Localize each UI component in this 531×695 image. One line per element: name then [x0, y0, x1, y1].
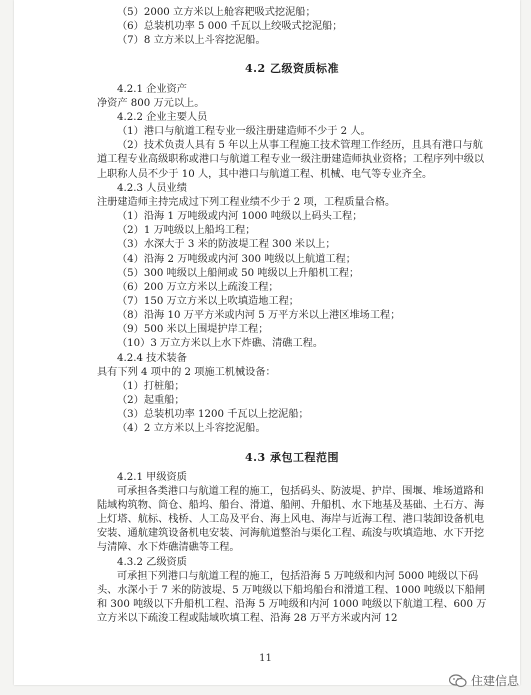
subsection-title: 4.2.2 企业主要人员 — [117, 111, 208, 123]
list-item: （1）港口与航道工程专业一级注册建造师不少于 2 人。 — [117, 126, 371, 138]
subsection-title: 4.2.3 人员业绩 — [117, 182, 187, 194]
list-item: （2）1 万吨级以上船坞工程； — [117, 225, 256, 237]
subsection-title: 4.2.1 企业资产 — [117, 83, 187, 95]
text-line: （6）总装机功率 5 000 千瓦以上绞吸式挖泥船； — [117, 21, 343, 33]
text-line: （7）8 立方米以上斗容挖泥船。 — [117, 35, 266, 47]
text-line: 具有下列 4 项中的 2 项施工机械设备： — [97, 366, 276, 378]
list-item: （5）300 吨级以上船闸或 50 吨级以上升船机工程； — [117, 267, 360, 279]
section-heading-4-2: 4.2 乙级资质标准 — [245, 62, 339, 76]
paragraph: 可承担各类港口与航道工程的施工，包括码头、防波堤、护岸、围堰、堆场道路和陆域构筑物、筒仓、船坞、船台、滑道、船闸、升船机、水下地基及基础、土石方、海上灯塔、航标、栈桥、人工岛及平台、海上风电、海岸与近海工程、港口装卸设备机电安装、通航建筑设备机电安装、河海航道整治与渠化工程、疏浚与吹填造地、水下开挖与清障、水下炸礁清礁等工程。 — [97, 485, 485, 554]
document-content — [97, 6, 487, 626]
watermark-text: 住建信息 — [470, 674, 519, 688]
list-item: （6）200 万立方米以上疏浚工程； — [117, 281, 279, 293]
paragraph: 可承担下列港口与航道工程的施工，包括沿海 5 万吨级和内河 5000 吨级以下码头、水深小于 7 米的防波堤、5 万吨级以下船坞船台和滑道工程、1000 吨级以下船闸和 300 吨级以下升船机工程、沿海 5 万吨级和内河 1000 吨级以下航道工程、600 万立方米以下疏浚工程或陆域吹填工程、沿海 28 万平方米或内河 12 — [97, 570, 487, 625]
list-item: （1）打桩船； — [117, 380, 185, 392]
subsection-title: 4.2.1 甲级资质 — [117, 471, 187, 483]
list-item: （3）总装机功率 1200 千瓦以上挖泥船； — [117, 409, 309, 421]
list-item: （4）2 立方米以上斗容挖泥船。 — [117, 423, 266, 435]
list-item: （7）150 万立方米以上吹填造地工程； — [117, 295, 299, 307]
list-item: （2）起重船； — [117, 395, 185, 407]
text-line: （5）2000 立方米以上舱容耙吸式挖泥船； — [117, 7, 316, 18]
list-item: （2）技术负责人具有 5 年以上从事工程施工技术管理工作经历，且具有港口与航道工程专业高级职称或港口与航道工程专业一级注册建造师执业资格；工程序列中级以上职称人员不少于 10 人，其中港口与航道工程、机械、电气等专业齐全。 — [97, 140, 485, 180]
watermark — [449, 672, 519, 689]
subsection-title: 4.3.2 乙级资质 — [117, 556, 187, 568]
wechat-icon — [449, 674, 467, 688]
list-item: （9）500 米以上围堤护岸工程； — [117, 324, 269, 336]
list-item: （3）水深大于 3 米的防波堤工程 300 米以上； — [117, 239, 336, 251]
list-item: （4）沿海 2 万吨级或内河 300 吨级以上航道工程； — [117, 253, 356, 265]
list-item: （10）3 万立方米以上水下炸礁、清礁工程。 — [117, 338, 324, 350]
list-item: （8）沿海 10 万平方米或内河 5 万平方米以上港区堆场工程； — [117, 310, 401, 322]
section-heading-4-3: 4.3 承包工程范围 — [245, 450, 339, 464]
document-page — [14, 0, 520, 685]
text-line: 净资产 800 万元以上。 — [97, 97, 205, 109]
page-number: 11 — [259, 653, 272, 664]
subsection-title: 4.2.4 技术装备 — [117, 352, 187, 364]
text-line: 注册建造师主持完成过下列工程业绩不少于 2 项，工程质量合格。 — [97, 196, 396, 208]
list-item: （1）沿海 1 万吨级或内河 1000 吨级以上码头工程； — [117, 211, 363, 223]
